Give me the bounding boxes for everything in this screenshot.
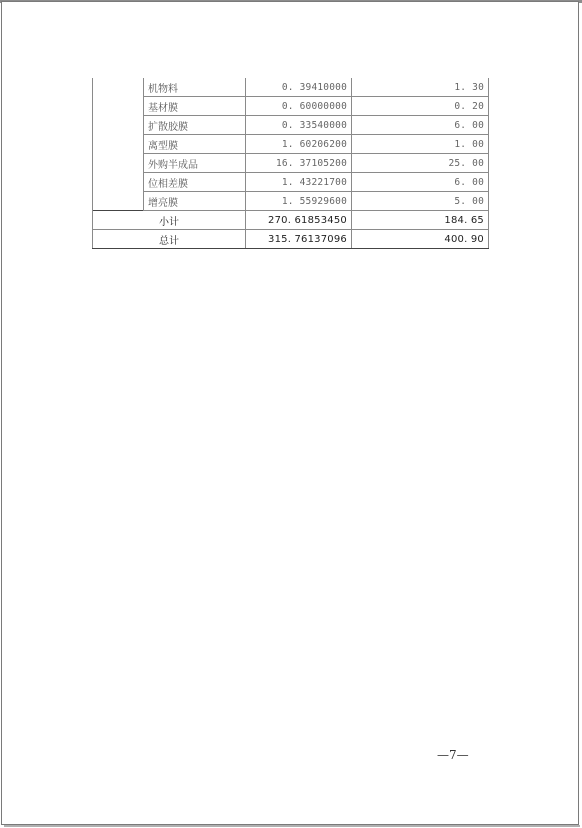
table-row [93,135,489,154]
table-row [93,97,489,116]
item-value-col3: 5. 00 [352,192,489,211]
item-value-col2: 16. 37105200 [246,154,352,173]
item-name: 增亮膜 [144,192,246,211]
item-name: 位相差膜 [144,173,246,192]
item-name: 扩散胶膜 [144,116,246,135]
total-row [93,230,489,249]
item-value-col2: 0. 33540000 [246,116,352,135]
item-value-col3: 1. 30 [352,78,489,97]
table-row [93,173,489,192]
item-value-col2: 0. 39410000 [246,78,352,97]
item-value-col3: 6. 00 [352,173,489,192]
total-value-col3: 400. 90 [352,230,489,249]
page-number: —7— [437,748,469,762]
table-row [93,154,489,173]
total-label: 总计 [93,230,246,249]
item-name: 基材膜 [144,97,246,116]
item-value-col3: 6. 00 [352,116,489,135]
item-value-col2: 0. 60000000 [246,97,352,116]
subtotal-row [93,211,489,230]
item-value-col2: 1. 60206200 [246,135,352,154]
item-value-col2: 1. 43221700 [246,173,352,192]
item-name: 离型膜 [144,135,246,154]
table-row [93,192,489,211]
total-value-col2: 315. 76137096 [246,230,352,249]
item-value-col3: 0. 20 [352,97,489,116]
item-value-col2: 1. 55929600 [246,192,352,211]
group-merged-cell [93,78,144,211]
item-value-col3: 25. 00 [352,154,489,173]
item-name: 机物料 [144,78,246,97]
subtotal-value-col3: 184. 65 [352,211,489,230]
page-shadow [4,825,580,827]
subtotal-value-col2: 270. 61853450 [246,211,352,230]
table-row [93,116,489,135]
table-row [93,78,489,97]
subtotal-label: 小计 [93,211,246,230]
material-cost-table [92,78,489,249]
item-value-col3: 1. 00 [352,135,489,154]
item-name: 外购半成品 [144,154,246,173]
